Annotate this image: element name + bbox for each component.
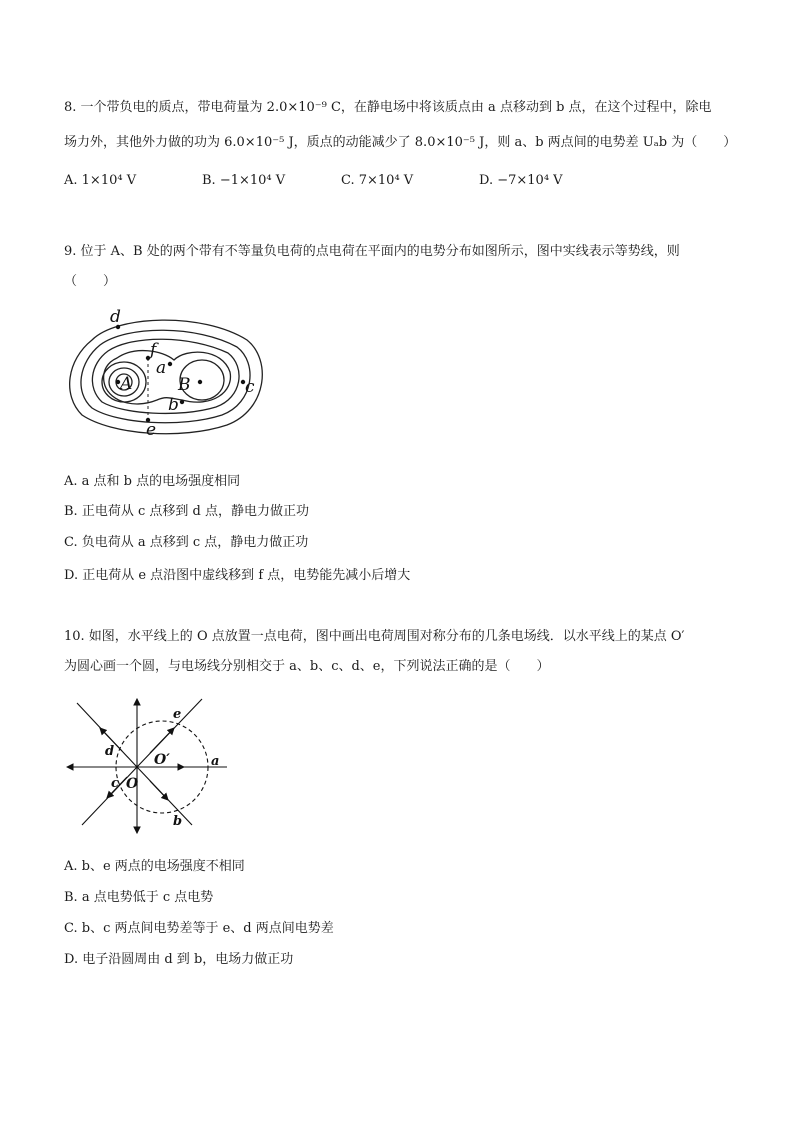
q10-stem-line2: 为圆心画一个圆，与电场线分别相交于 a、b、c、d、e，下列说法正确的是（ ） (64, 659, 550, 674)
q9-label-B: B (178, 375, 191, 395)
q10-label-a: a (211, 754, 220, 769)
q10-option-b: B. a 点电势低于 c 点电势 (64, 890, 214, 905)
q10-option-a: A. b、e 两点的电场强度不相同 (64, 859, 245, 874)
q9-option-c: C. 负电荷从 a 点移到 c 点，静电力做正功 (64, 535, 309, 550)
q9-label-d: d (110, 307, 121, 327)
q9-point-a (168, 362, 172, 366)
q10-label-O-prime: O′ (154, 752, 170, 768)
q10-arrow-downright (150, 781, 168, 800)
q10-label-e: e (173, 707, 182, 722)
q10-field-line-figure (62, 695, 232, 840)
q9-equipotential-svg (62, 300, 272, 440)
q10-label-d: d (105, 744, 115, 759)
q9-label-f: f (150, 340, 157, 360)
q9-point-b (180, 400, 184, 404)
q10-option-c: C. b、c 两点间电势差等于 e、d 两点间电势差 (64, 921, 334, 936)
q8-option-d: D. −7×10⁴ V (479, 173, 563, 188)
q9-label-e: e (146, 420, 157, 440)
q9-option-a: A. a 点和 b 点的电场强度相同 (64, 474, 241, 489)
q8-option-c: C. 7×10⁴ V (341, 173, 414, 188)
q10-label-b: b (173, 814, 183, 829)
q9-option-d: D. 正电荷从 e 点沿图中虚线移到 f 点，电势能先减小后增大 (64, 568, 411, 583)
q10-field-line-svg (62, 695, 232, 840)
q10-arrow-upright (150, 728, 174, 753)
q8-stem-line1: 8. 一个带负电的质点，带电荷量为 2.0×10⁻⁹ C，在静电场中将该质点由 a 点移动到 b 点，在这个过程中，除电 (64, 100, 712, 115)
q10-stem-line1: 10. 如图，水平线上的 O 点放置一点电荷，图中画出电荷周围对称分布的几条电场线．以水平线上的某点 O′ (64, 629, 685, 644)
q10-label-O: O (126, 776, 139, 792)
q8-option-a: A. 1×10⁴ V (64, 173, 137, 188)
q9-point-B (198, 380, 202, 384)
q10-option-d: D. 电子沿圆周由 d 到 b，电场力做正功 (64, 952, 294, 967)
q9-label-b: b (168, 395, 179, 415)
q9-stem-line1: 9. 位于 A、B 处的两个带有不等量负电荷的点电荷在平面内的电势分布如图所示，图中实线表示等势线，则 (64, 244, 680, 259)
q9-label-a: a (156, 358, 167, 378)
q9-label-c: c (245, 377, 255, 397)
q8-stem-line2: 场力外，其他外力做的功为 6.0×10⁻⁵ J，质点的动能减少了 8.0×10⁻⁵ J，则 a、b 两点间的电势差 Uₐb 为（ ） (64, 135, 737, 150)
q9-equipotential-figure (62, 300, 272, 440)
q9-option-b: B. 正电荷从 c 点移到 d 点，静电力做正功 (64, 504, 309, 519)
q9-stem-line2: （ ） (64, 274, 117, 289)
q9-label-A: A (120, 374, 133, 394)
q10-label-c: c (111, 776, 119, 791)
q8-option-b: B. −1×10⁴ V (202, 173, 286, 188)
